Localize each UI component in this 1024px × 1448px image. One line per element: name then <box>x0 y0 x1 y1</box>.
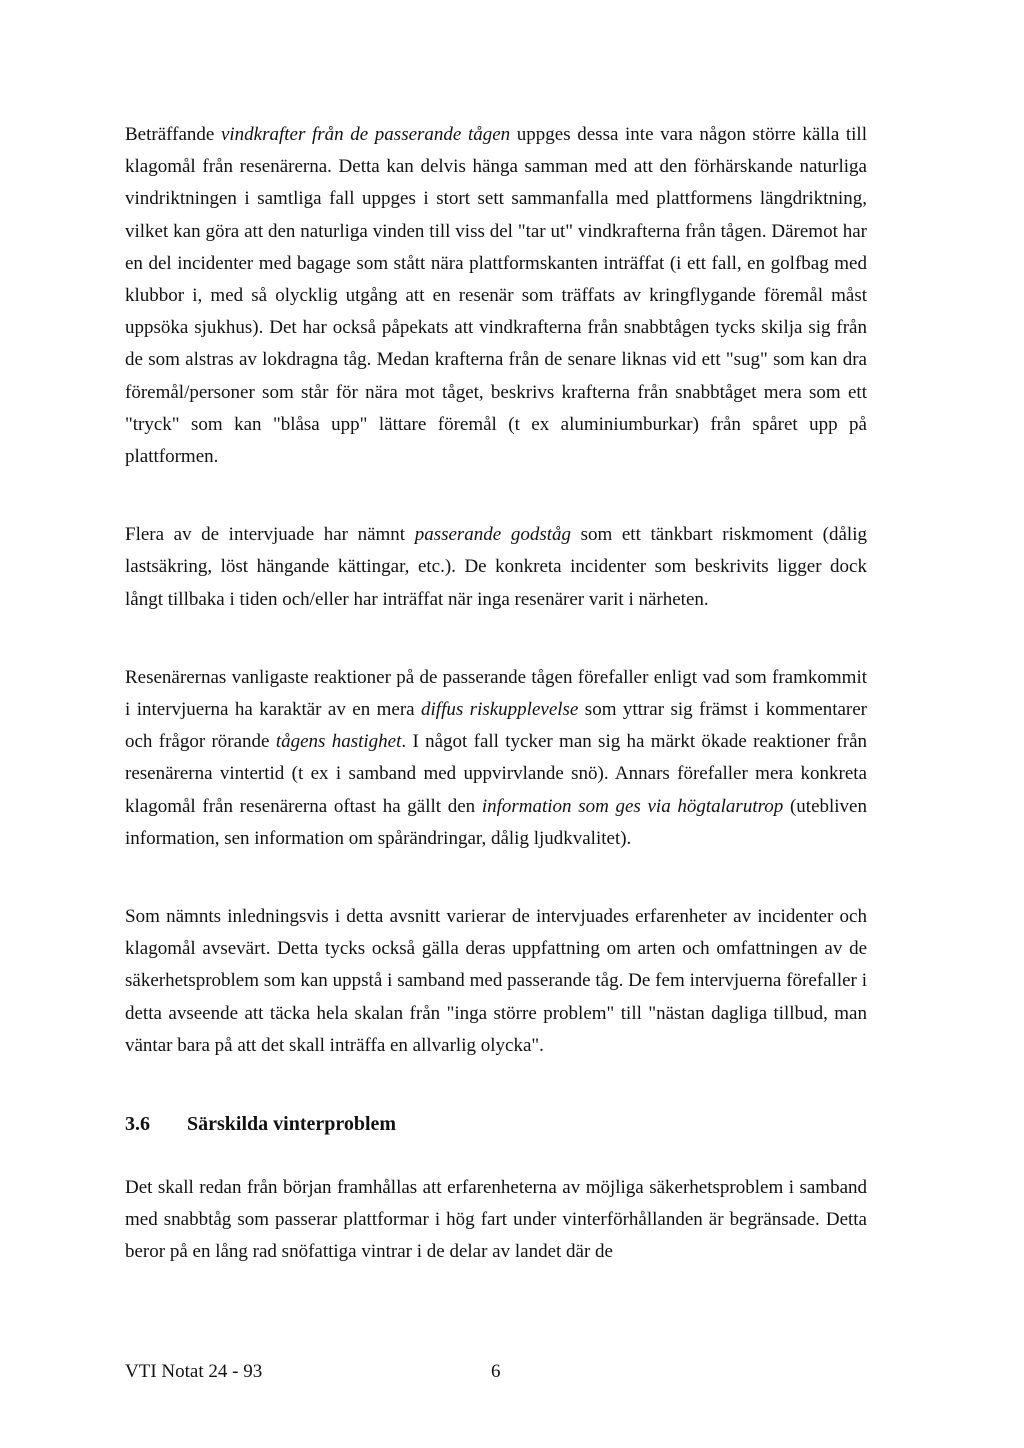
paragraph-text: Resenärernas vanligaste reaktioner på de passerande tågen förefaller enligt vad som framkommit i intervjuerna ha karaktär av en mera <box>125 666 867 721</box>
paragraph-spacer <box>125 616 867 662</box>
paragraph-interview-experiences <box>125 901 867 1062</box>
paragraph-text: Det skall redan från början framhållas att erfarenheterna av möjliga säkerhetsproblem i samband med snabbtåg som passerar plattformar i hög fart under vinterförhållanden är begränsade. Detta beror på en lång rad snöfattiga vintrar i de delar av landet där de <box>125 1177 867 1263</box>
footer-page-number: 6 <box>491 1361 501 1382</box>
emphasis-text: diffus riskupplevelse <box>421 699 579 721</box>
emphasis-text: vindkrafter från de passerande tågen <box>220 124 511 145</box>
paragraph-text: Flera av de intervjuade har nämnt <box>125 524 415 546</box>
paragraph-spacer <box>125 473 867 519</box>
section-number: 3.6 <box>125 1113 150 1136</box>
emphasis-text: information som ges via högtalarutrop <box>481 795 784 817</box>
paragraph-winter-intro <box>125 1172 867 1269</box>
footer-report-id: VTI Notat 24 - 93 <box>125 1361 263 1382</box>
emphasis-text: tågens hastighet <box>275 731 402 753</box>
paragraph-text: (utebliven information, sen information om spårändringar, dålig ljudkvalitet). <box>125 795 867 849</box>
paragraph-spacer <box>125 855 867 901</box>
paragraph-text: Som nämnts inledningsvis i detta avsnitt varierar de intervjuades erfarenheter av incidenter och klagomål avsevärt. Detta tycks också gälla deras uppfattning om arten och omfattningen av de säkerhetsproblem som kan uppstå i samband med passerande tåg. De fem intervjuerna förefaller i detta avseende att täcka hela skalan från "inga större problem" till "nästan dagliga tillbud, man väntar bara på att det skall inträffa en allvarlig olycka". <box>125 906 867 1056</box>
paragraph-text: Beträffande <box>125 124 221 145</box>
paragraph-spacer <box>125 1062 867 1108</box>
paragraph-freight-trains <box>125 519 867 616</box>
paragraph-text: . I något fall tycker man sig ha märkt ökade reaktioner från resenärerna vintertid (t ex i samband med uppvirvlande snö). Annars förefaller mera konkreta klagomål från resenärerna oftast ha gällt den <box>125 731 868 817</box>
emphasis-text: passerande godståg <box>414 524 572 546</box>
paragraph-spacer <box>125 1140 867 1172</box>
page-content <box>125 119 867 1269</box>
paragraph-text: uppges dessa inte vara någon större källa till klagomål från resenärerna. Detta kan delvis hänga samman med att den förhärskande naturliga vindriktningen i samtliga fall uppges i stort sett sammanfalla med plattformens längdriktning, vilket kan göra att den naturliga vinden till viss del "tar ut" vindkrafterna från tågen. Däremot har en del incidenter med bagage som stått nära plattformskanten inträffat (i ett fall, en golfbag med klubbor i, med så olycklig utgång att en resenär som träffats av kringflygande föremål måst uppsöka sjukhus). Det har också påpekats att vindkrafterna från snabbtågen tycks skilja sig från de som alstras av lokdragna tåg. Medan krafterna från de senare liknas vid ett "sug" som kan dra föremål/personer som står för nära mot tåget, beskrivs krafterna från snabbtåget mera som ett "tryck" som kan "blåsa upp" lättare föremål (t ex aluminiumburkar) från spåret upp på plattformen. <box>125 124 867 468</box>
paragraph-wind-forces <box>125 119 867 473</box>
paragraph-text: som yttrar sig främst i kommentarer och frågor rörande <box>125 699 867 753</box>
section-title: Särskilda vinterproblem <box>187 1113 397 1136</box>
section-heading <box>125 1108 867 1140</box>
paragraph-passenger-reactions <box>125 662 867 855</box>
paragraph-text: som ett tänkbart riskmoment (dålig lastsäkring, löst hängande kättingar, etc.). De konkreta incidenter som beskrivits ligger dock långt tillbaka i tiden och/eller har inträffat när inga resenärer varit i närheten. <box>125 524 867 610</box>
